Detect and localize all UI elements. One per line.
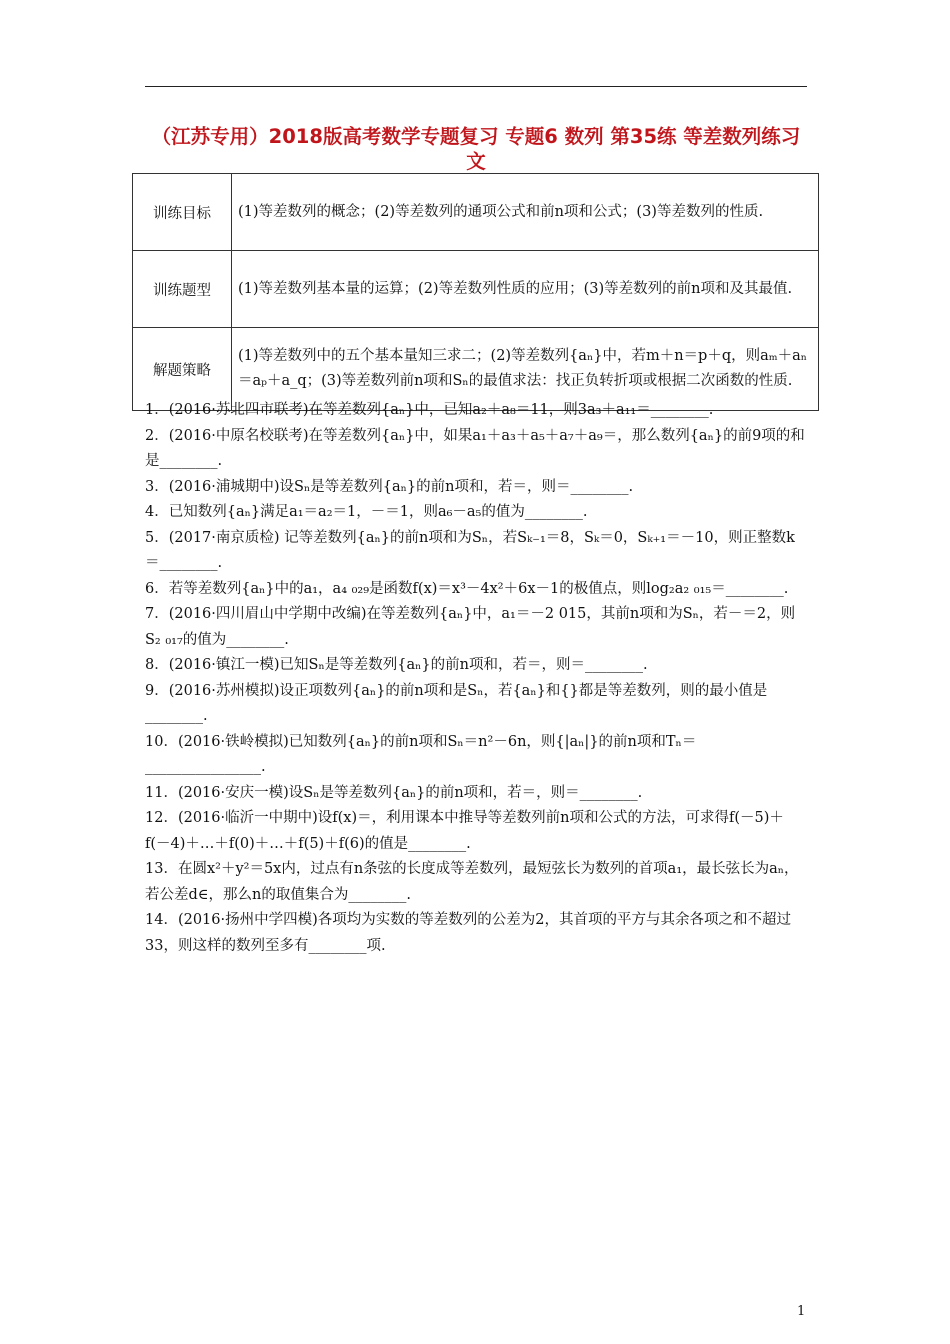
problem-list (145, 398, 807, 959)
problem-item: 13．在圆x²＋y²＝5x内，过点有n条弦的长度成等差数列，最短弦长为数列的首项a₁，最长弦长为aₙ，若公差d∈，那么n的取值集合为________. (145, 861, 799, 903)
row-label: 训练题型 (133, 251, 232, 328)
row-label: 解题策略 (133, 328, 232, 411)
table-row (133, 174, 819, 251)
problem-item: 9．(2016·苏州模拟)设正项数列{aₙ}的前n项和是Sₙ，若{aₙ}和{}都是等差数列，则的最小值是________. (145, 682, 768, 724)
row-value: (1)等差数列的概念；(2)等差数列的通项公式和前n项和公式；(3)等差数列的性质. (232, 174, 819, 251)
row-label: 训练目标 (133, 174, 232, 251)
problem-item: 7．(2016·四川眉山中学期中改编)在等差数列{aₙ}中，a₁＝－2 015，其前n项和为Sₙ，若－＝2，则S₂ ₀₁₇的值为________. (145, 606, 796, 648)
training-info-table (132, 173, 819, 411)
table-row (133, 251, 819, 328)
problem-item: 8．(2016·镇江一模)已知Sₙ是等差数列{aₙ}的前n项和，若＝，则＝________. (145, 657, 648, 673)
problem-item: 6．若等差数列{aₙ}中的a₁，a₄ ₀₂₉是函数f(x)＝x³－4x²＋6x－1的极值点，则log₂a₂ ₀₁₅＝________. (145, 580, 789, 597)
row-value: (1)等差数列中的五个基本量知三求二；(2)等差数列{aₙ}中，若m＋n＝p＋q，则aₘ＋aₙ＝aₚ＋a_q；(3)等差数列前n项和Sₙ的最值求法：找正负转折项或根据二次函数的性质. (232, 328, 819, 411)
header-rule (145, 86, 807, 87)
problem-item: 2．(2016·中原名校联考)在等差数列{aₙ}中，如果a₁＋a₃＋a₅＋a₇＋a₉＝，那么数列{aₙ}的前9项的和是________. (145, 427, 805, 469)
page-title: （江苏专用）2018版高考数学专题复习 专题6 数列 第35练 等差数列练习 文 (151, 125, 801, 173)
problem-item: 12．(2016·临沂一中期中)设f(x)＝，利用课本中推导等差数列前n项和公式的方法，可求得f(－5)＋f(－4)＋…＋f(0)＋…＋f(5)＋f(6)的值是________. (145, 810, 784, 852)
problem-item: 4．已知数列{aₙ}满足a₁＝a₂＝1，－＝1，则a₆－a₅的值为________. (145, 504, 588, 520)
problem-item: 14．(2016·扬州中学四模)各项均为实数的等差数列的公差为2，其首项的平方与其余各项之和不超过33，则这样的数列至多有________项. (145, 912, 791, 954)
row-value: (1)等差数列基本量的运算；(2)等差数列性质的应用；(3)等差数列的前n项和及其最值. (232, 251, 819, 328)
problem-item: 3．(2016·浦城期中)设Sₙ是等差数列{aₙ}的前n项和，若＝，则＝________. (145, 478, 634, 495)
problem-item: 10．(2016·铁岭模拟)已知数列{aₙ}的前n项和Sₙ＝n²－6n，则{|aₙ|}的前n项和Tₙ＝________________. (145, 733, 697, 775)
problem-item: 5．(2017·南京质检) 记等差数列{aₙ}的前n项和为Sₙ，若Sₖ₋₁＝8，Sₖ＝0，Sₖ₊₁＝－10，则正整数k＝________. (145, 529, 795, 571)
problem-item: 11．(2016·安庆一模)设Sₙ是等差数列{aₙ}的前n项和，若＝，则＝________. (145, 784, 643, 801)
problem-item: 1．(2016·苏北四市联考)在等差数列{aₙ}中，已知a₂＋a₈＝11，则3a₃＋a₁₁＝________. (145, 402, 714, 418)
page-number: 1 (797, 1304, 806, 1319)
